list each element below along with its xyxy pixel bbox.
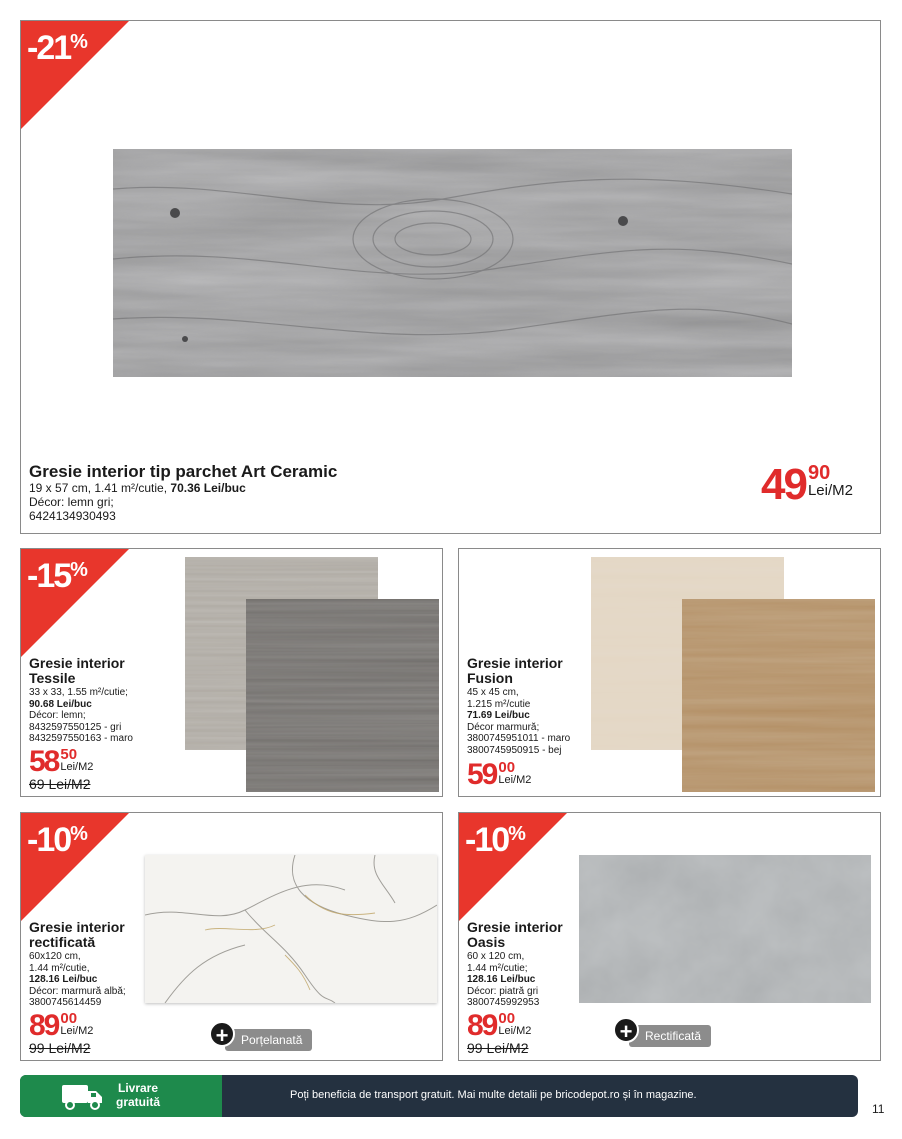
plus-icon: +	[613, 1017, 639, 1043]
discount-badge: -10%	[459, 813, 567, 921]
product-spec: 19 x 57 cm, 1.41 m²/cutie, 70.36 Lei/buc Décor: lemn gri; 6424134930493	[29, 481, 246, 523]
price: 89 00 Lei/M2	[467, 1009, 532, 1042]
product-card-fusion	[458, 548, 881, 797]
product-image-wood-grey	[113, 149, 792, 377]
product-title: Gresie interior Tessile	[29, 655, 125, 686]
price: 59 00 Lei/M2	[467, 758, 532, 791]
feature-tag: + Rectificată	[613, 1013, 711, 1047]
product-title: Gresie interior tip parchet Art Ceramic	[29, 462, 338, 481]
product-spec: 45 x 45 cm, 1.215 m²/cutie 71.69 Lei/buc Décor marmură; 3800745951011 - maro 3800745950915 - bej	[467, 687, 571, 756]
product-card-art-ceramic	[20, 20, 881, 534]
product-card-oasis	[458, 812, 881, 1061]
feature-tag: + Porțelanată	[209, 1017, 312, 1051]
product-spec: 60x120 cm, 1.44 m²/cutie, 128.16 Lei/buc Décor: marmură albă; 3800745614459	[29, 951, 126, 1008]
product-spec: 33 x 33, 1.55 m²/cutie; 90.68 Lei/buc Décor: lemn; 8432597550125 - gri 8432597550163 - maro	[29, 687, 133, 744]
price: 89 00 Lei/M2	[29, 1009, 94, 1042]
price: 49 90 Lei/M2	[761, 460, 853, 509]
product-title: Gresie interior rectificată	[29, 919, 125, 950]
tile-image-brown	[246, 599, 439, 792]
tile-image-brown-travertine	[682, 599, 875, 792]
old-price: 99 Lei/M2	[29, 1040, 91, 1056]
delivery-label: Livrare gratuită	[116, 1081, 161, 1110]
product-title: Gresie interior Fusion	[467, 655, 563, 686]
free-delivery-banner	[20, 1075, 858, 1117]
plus-icon: +	[209, 1021, 235, 1047]
price: 58 50 Lei/M2	[29, 745, 94, 778]
discount-badge: -10%	[21, 813, 129, 921]
product-card-tessile	[20, 548, 443, 797]
product-title: Gresie interior Oasis	[467, 919, 563, 950]
old-price: 69 Lei/M2	[29, 776, 91, 792]
delivery-badge	[20, 1075, 222, 1117]
old-price: 99 Lei/M2	[467, 1040, 529, 1056]
tile-image-white-marble	[145, 855, 437, 1003]
product-spec: 60 x 120 cm, 1.44 m²/cutie; 128.16 Lei/buc Décor: piatră gri 3800745992953	[467, 951, 540, 1008]
tile-image-grey-stone	[579, 855, 871, 1003]
delivery-info-text: Poți beneficia de transport gratuit. Mai multe detalii pe bricodepot.ro și în magazine.	[290, 1089, 697, 1101]
truck-icon	[60, 1081, 104, 1116]
page-number: 11	[872, 1102, 885, 1116]
product-card-rectificata	[20, 812, 443, 1061]
discount-badge: -21%	[21, 21, 129, 129]
discount-badge: -15%	[21, 549, 129, 657]
